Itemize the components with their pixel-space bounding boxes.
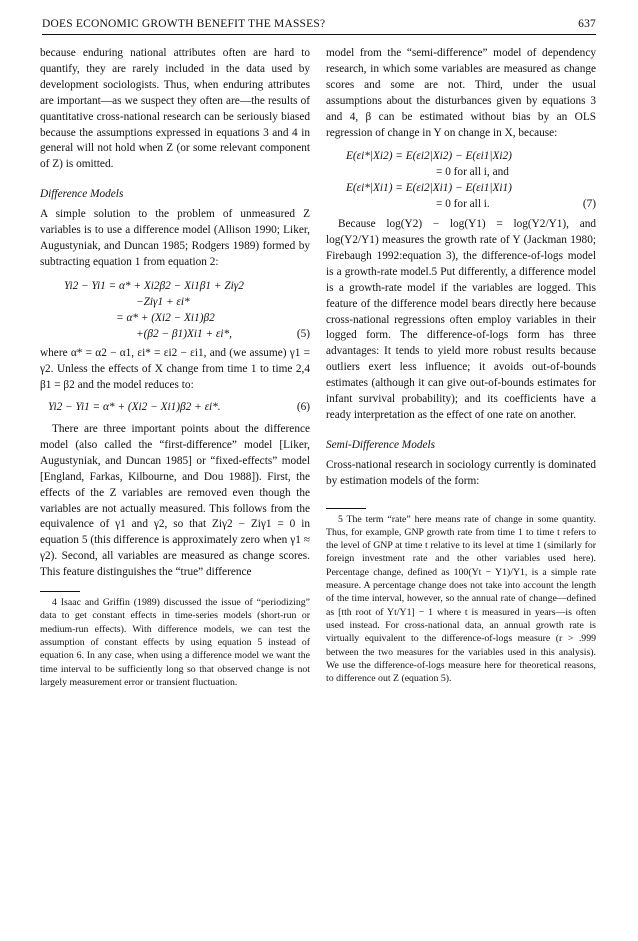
equation-line: = α* + (Xi2 − Xi1)β2	[116, 311, 215, 324]
paragraph: model from the “semi-difference” model of dependency research, in which some variables are measured as change scores and some are not. Third, under the usual assumptions about the disturbances given by equations 3 and 4, β can be estimated without bias by an OLS regression of change in Y on change in X, because:	[326, 47, 596, 139]
equation-number: (5)	[296, 327, 310, 340]
page-number: 637	[578, 18, 596, 30]
equation-line: = 0 for all i, and	[436, 166, 509, 179]
equation-5	[40, 279, 310, 343]
running-title: DOES ECONOMIC GROWTH BENEFIT THE MASSES?	[42, 18, 326, 30]
section-heading: Semi-Difference Models	[326, 438, 436, 451]
equation-line: E(εi*|Xi1) = E(εi2|Xi1) − E(εi1|Xi1)	[346, 182, 512, 195]
paragraph: because enduring national attributes often are hard to quantify, they are rarely included in the data used by development sociologists. Thus, when enduring attributes are important—as we suspect they often are—the results of quantitative cross-national research can be seriously biased because the assumptions expressed in equations 3 and 4 in general will not hold when Z (or some relevant component of Z) is omitted.	[40, 47, 310, 171]
paragraph: Cross-national research in sociology currently is dominated by estimation models of the form:	[326, 458, 596, 487]
running-header	[42, 16, 596, 35]
paragraph: A simple solution to the problem of unmeasured Z variables is to use a difference model (Allison 1990; Liker, Augustyniak, and Duncan 1985; Rodgers 1989) formed by subtracting equation 1 from equation 2:	[40, 208, 310, 268]
footnote-5: 5 The term “rate” here means rate of change in some quantity. Thus, for example, GNP growth rate from time 1 to time t refers to the level of GNP at time t relative to its level at time 1 (similarly for foreign investment rate and the other variables used here). Percentage change, defined as 100(Yt − Y1)/Y1, is a simple rate measure. A percentage change does not take into account the length of the time interval, however, so the annual rate of change—defined as [tth root of Yt/Y1] − 1 where t is measured in years—is often used instead. For cross-national data, an annual growth rate is virtually equivalent to the difference-of-logs measure (r > .999 between the two measures for the variables used in this analysis). We use the difference-of-logs measure here for theoretical reasons, to difference out Z (equation 5).	[326, 513, 596, 685]
equation-number: (6)	[296, 401, 310, 414]
footnote-rule	[326, 508, 366, 509]
equation-line: E(εi*|Xi2) = E(εi2|Xi2) − E(εi1|Xi2)	[346, 150, 512, 163]
equation-line: = 0 for all i.	[436, 198, 490, 211]
equation-line: Yi2 − Yi1 = α* + (Xi2 − Xi1)β2 + εi*.	[48, 401, 221, 414]
equation-6	[40, 400, 310, 416]
paragraph: There are three important points about the difference model (also called the “first-difference” model [Liker, Augustyniak, and Duncan 1985] or “fixed-effects” model [England, Farkas, Kilbourne, and Dou 1988]). First, the effects of the Z variables are removed even though the variables are not actually measured. This follows from the equivalence of γ1 and γ2, so that Ziγ2 − Ziγ1 = 0 in equation 5 (this difference is approximately zero when γ1 ≈ γ2). Second, all variables are measured as change scores. This feature distinguishes the “true” difference	[40, 423, 310, 579]
equation-number: (7)	[582, 198, 596, 211]
right-column	[326, 46, 596, 685]
footnote-rule	[40, 591, 80, 592]
section-heading: Difference Models	[40, 188, 124, 201]
equation-line: Yi2 − Yi1 = α* + Xi2β2 − Xi1β1 + Ziγ2	[64, 279, 244, 292]
paragraph: Because log(Y2) − log(Y1) = log(Y2/Y1), and log(Y2/Y1) measures the growth rate of Y (Jackman 1980; Firebaugh 1992:equation 3), the difference-of-logs model is a growth-rate model.5 Put differently, a difference model is a growth-rate model if the variables are logged. This feature of the difference model bears directly here because cross-national regressions often employ variables in their logged form. The difference-of-logs form has three advantages: It tends to yield more robust results because outliers exert less influence; it avoids out-of-bounds estimates (although it can give out-of-bounds estimates for infant survival probability); and its coefficients have a ready interpretation as the effect of one rate on another.	[326, 218, 596, 421]
footnote-4: 4 Isaac and Griffin (1989) discussed the issue of “periodizing” data to get constant effects in time-series models (short-run or medium-run effects). With difference models, we can test the assumption of constant effects by using equation 5 instead of equation 6. In any case, when using a difference model we want the time interval to be sufficiently long so that observed change is not largely measurement error or transient fluctuation.	[40, 597, 310, 688]
equation-line: −Ziγ1 + εi*	[136, 295, 190, 308]
paragraph: where α* = α2 − α1, εi* = εi2 − εi1, and (we assume) γ1 = γ2. Unless the effects of X change from time 1 to time 2,4 β1 = β2 and the model reduces to:	[40, 347, 310, 392]
equation-line: +(β2 − β1)Xi1 + εi*,	[136, 327, 232, 340]
equation-7	[326, 149, 596, 213]
left-column	[40, 46, 310, 689]
